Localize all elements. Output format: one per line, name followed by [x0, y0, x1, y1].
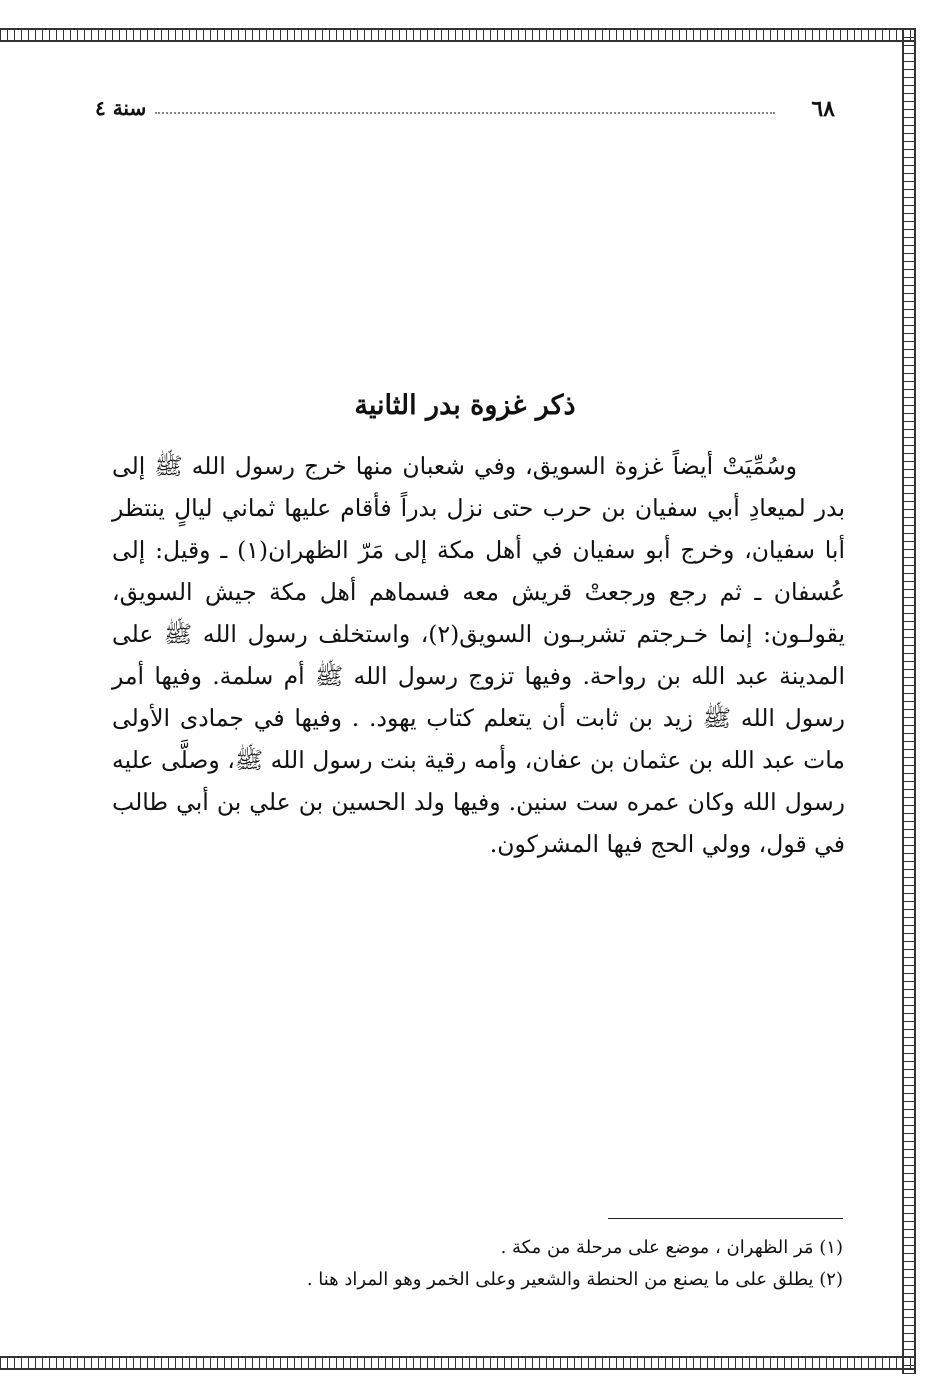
footnote-separator — [608, 1218, 843, 1219]
header-dotted-rule — [155, 112, 775, 114]
footnotes — [300, 1232, 843, 1296]
body-paragraph: وسُمِّيَتْ أيضاً غزوة السويق، وفي شعبان منها خرج رسول الله ﷺ إلى بدر لميعادِ أبي سفيان بن حرب حتى نزل بدراً فأقام عليها ثماني ليالٍ ينتظر أبا سفيان، وخرج أبو سفيان في أهل مكة إلى مَرّ الظهران(١) ـ وقيل: إلى عُسفان ـ ثم رجع ورجعتْ قريش معه فسماهم أهل مكة جيش السويق، يقولـون: إنما خـرجتم تشربـون السويق(٢)، واستخلف رسول الله ﷺ على المدينة عبد الله بن رواحة. وفيها تزوج رسول الله ﷺ أم سلمة. وفيها أمر رسول الله ﷺ زيد بن ثابت أن يتعلم كتاب يهود. . وفيها في جمادى الأولى مات عبد الله بن عثمان بن عفان، وأمه رقية بنت رسول الله ﷺ، وصلَّى عليه رسول الله وكان عمره ست سنين. وفيها ولد الحسين بن علي بن أبي طالب في قول، وولي الحج فيها المشركون. — [112, 452, 846, 858]
footnote-2: (٢) يطلق على ما يصنع من الحنطة والشعير وعلى الخمر وهو المراد هنا . — [306, 1269, 843, 1290]
decorative-border-right — [902, 28, 916, 1374]
section-title: ذكر غزوة بدر الثانية — [354, 390, 576, 421]
running-head: سنة ٤ — [95, 96, 147, 120]
decorative-border-top — [0, 28, 916, 42]
body-text — [112, 445, 845, 865]
decorative-border-bottom — [0, 1356, 916, 1370]
page-number: ٦٨ — [811, 96, 835, 122]
page-header — [95, 96, 835, 126]
footnote-1: (١) مَر الظهران ، موضع على مرحلة من مكة . — [500, 1237, 843, 1258]
